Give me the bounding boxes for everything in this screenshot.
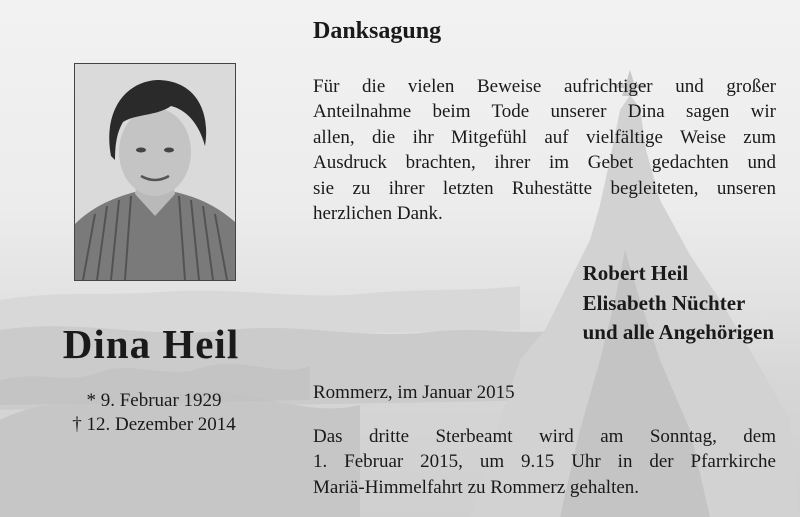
birth-date: * 9. Februar 1929 bbox=[86, 390, 222, 411]
thanks-line: allen, die ihr Mitgefühl auf vielfältige Weise zum bbox=[313, 126, 776, 148]
mass-line: 1. Februar 2015, um 9.15 Uhr in der Pfarrkirche bbox=[313, 451, 776, 473]
thanks-line: sie zu ihrer letzten Ruhestätte begleiteten, unseren bbox=[313, 177, 776, 199]
life-dates bbox=[40, 389, 268, 437]
signers bbox=[583, 259, 774, 348]
thanks-paragraph bbox=[313, 74, 776, 226]
portrait-photo bbox=[74, 63, 236, 281]
thanks-line: herzlichen Dank. bbox=[313, 203, 443, 225]
portrait-image bbox=[75, 64, 235, 280]
notice-heading: Danksagung bbox=[313, 18, 442, 44]
signer-name: Robert Heil bbox=[582, 261, 689, 285]
signer-name: und alle Angehörigen bbox=[582, 320, 774, 344]
mass-line: Das dritte Sterbeamt wird am Sonntag, dem bbox=[313, 426, 776, 447]
place-date: Rommerz, im Januar 2015 bbox=[313, 382, 515, 403]
deceased-name: Dina Heil bbox=[62, 321, 240, 367]
thanks-line: Ausdruck brachten, ihrer im Gebet gedachten und bbox=[313, 152, 776, 174]
portrait-face bbox=[119, 108, 191, 196]
mass-line: Mariä-Himmelfahrt zu Rommerz gehalten. bbox=[313, 476, 640, 498]
mass-paragraph bbox=[313, 424, 776, 500]
signer-name: Elisabeth Nüchter bbox=[582, 290, 746, 315]
thanks-line: Für die vielen Beweise aufrichtiger und großer bbox=[313, 76, 776, 97]
thanks-line: Anteilnahme beim Tode unserer Dina sagen wir bbox=[313, 101, 776, 123]
death-date: † 12. Dezember 2014 bbox=[72, 414, 236, 435]
